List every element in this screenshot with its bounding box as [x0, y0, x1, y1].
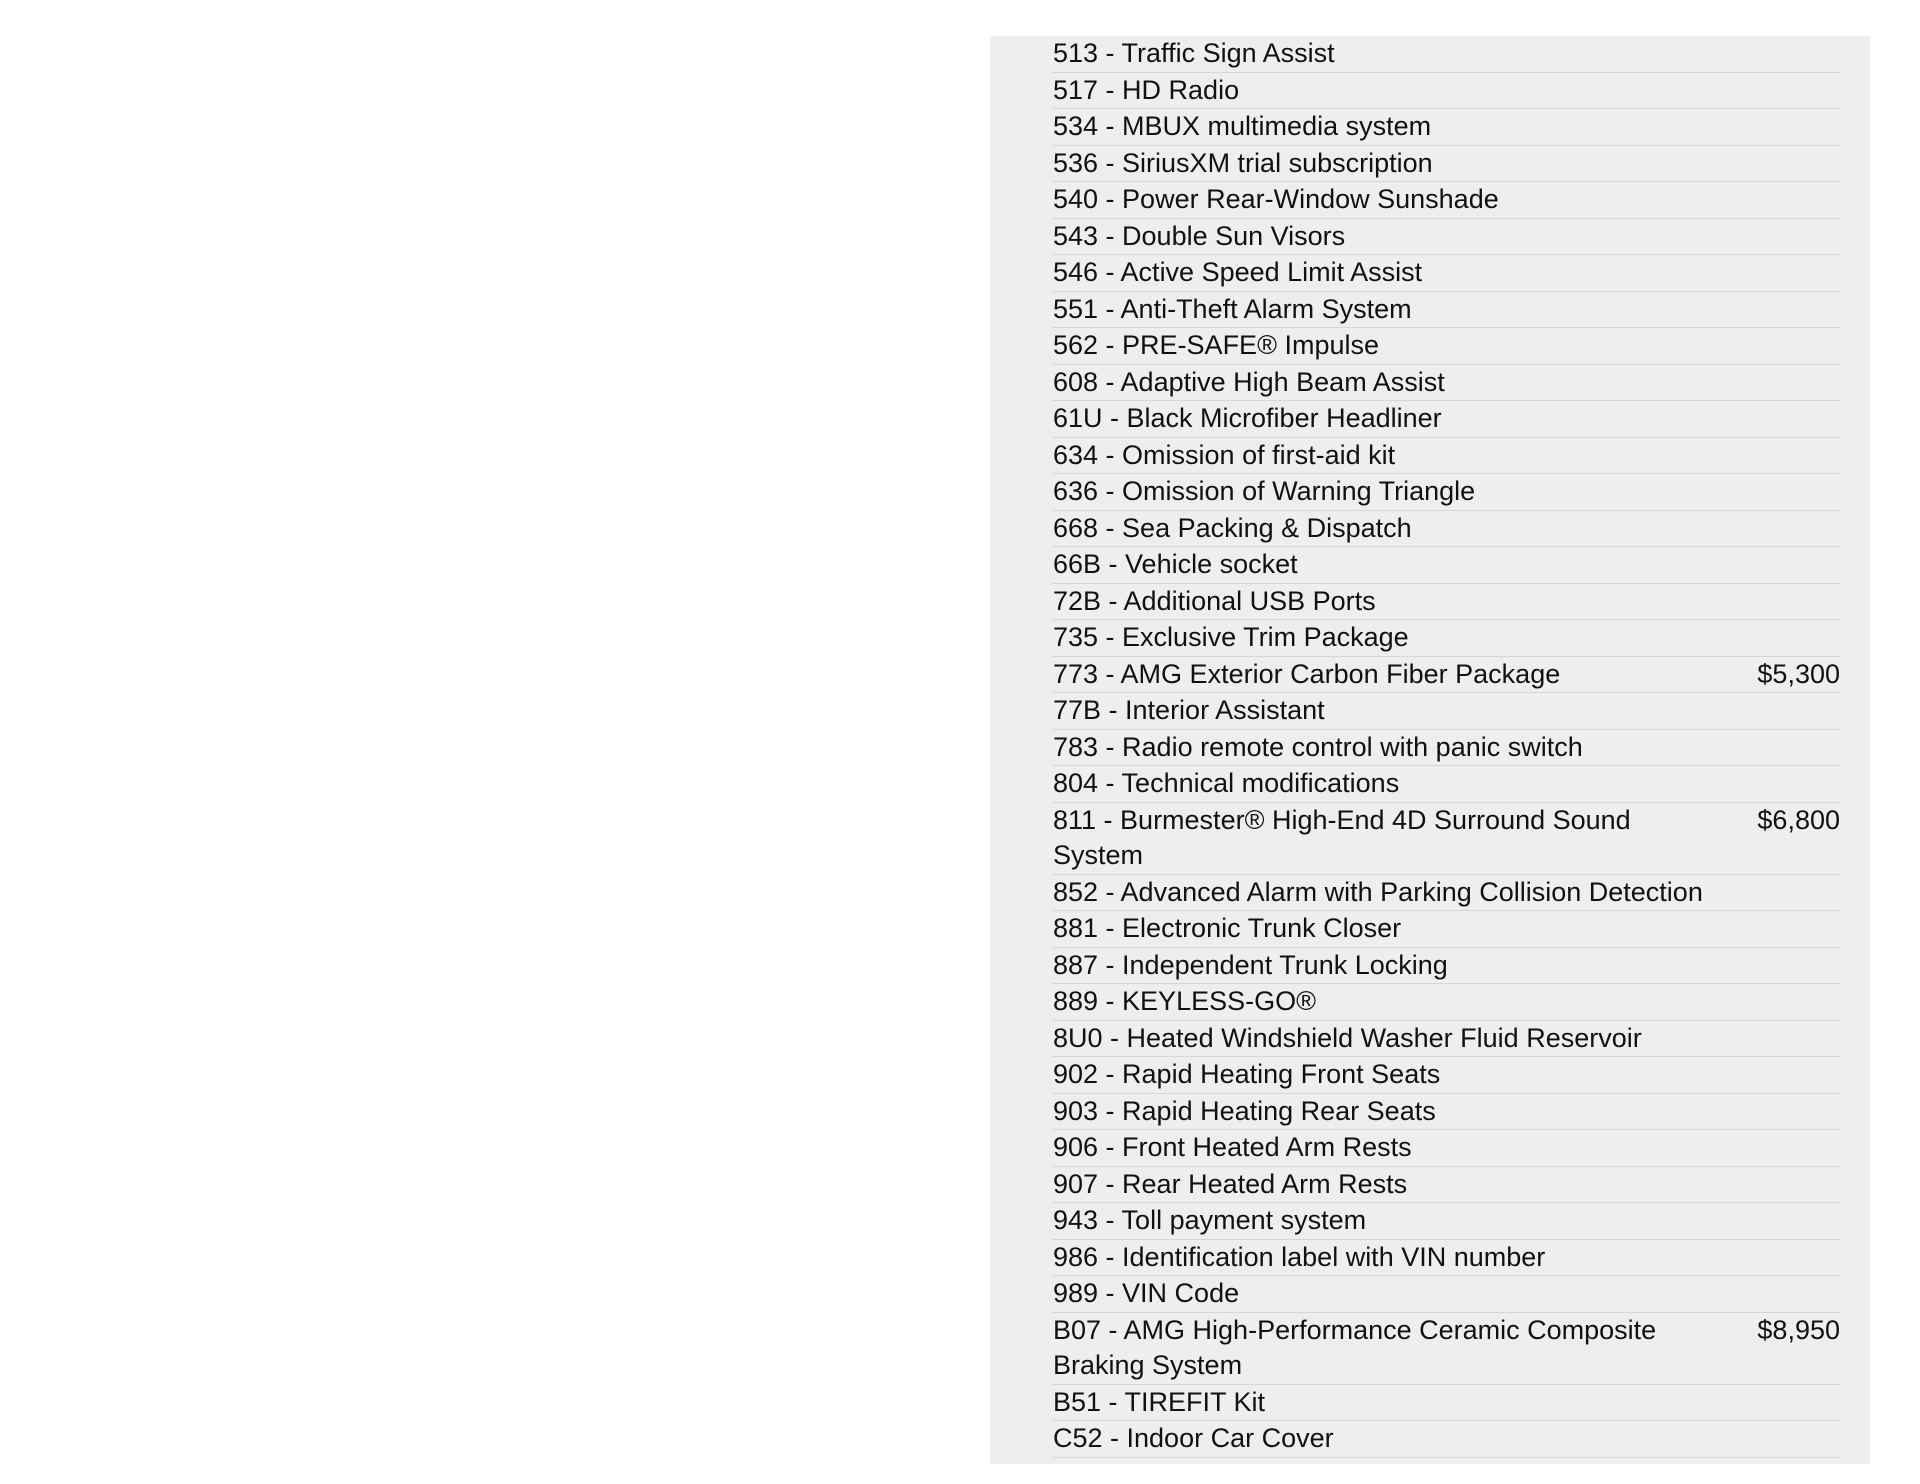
option-row	[1053, 1057, 1840, 1094]
option-row	[1053, 146, 1840, 183]
option-name: 66B - Vehicle socket	[1053, 549, 1298, 579]
option-name: 562 - PRE-SAFE® Impulse	[1053, 330, 1380, 360]
option-row	[1053, 803, 1840, 875]
option-name: 608 - Adaptive High Beam Assist	[1053, 366, 1445, 397]
option-name: 906 - Front Heated Arm Rests	[1053, 1132, 1412, 1162]
option-name: 773 - AMG Exterior Carbon Fiber Package	[1053, 658, 1561, 689]
option-name: 546 - Active Speed Limit Assist	[1053, 257, 1423, 287]
option-name: 811 - Burmester® High-End 4D Surround Sound System	[1053, 804, 1631, 870]
option-name: 540 - Power Rear-Window Sunshade	[1053, 184, 1499, 214]
option-price: $5,300	[1757, 658, 1840, 689]
option-name: 8U0 - Heated Windshield Washer Fluid Reservoir	[1053, 1022, 1642, 1053]
option-row	[1053, 1276, 1840, 1313]
option-name: C52 - Indoor Car Cover	[1053, 1423, 1334, 1453]
option-row	[1053, 730, 1840, 767]
option-name: B51 - TIREFIT Kit	[1053, 1386, 1266, 1417]
option-name: 889 - KEYLESS-GO®	[1053, 986, 1316, 1016]
option-price: $6,800	[1757, 804, 1840, 835]
option-name: 852 - Advanced Alarm with Parking Collision Detection	[1053, 876, 1703, 907]
option-row	[1053, 1421, 1840, 1458]
option-row	[1053, 1385, 1840, 1422]
option-row	[1053, 984, 1840, 1021]
option-row	[1053, 1203, 1840, 1240]
option-name: 881 - Electronic Trunk Closer	[1053, 913, 1402, 943]
option-name: 77B - Interior Assistant	[1053, 695, 1325, 725]
option-name: 903 - Rapid Heating Rear Seats	[1053, 1095, 1436, 1126]
option-row	[1053, 474, 1840, 511]
option-row	[1053, 365, 1840, 402]
option-row	[1053, 328, 1840, 365]
option-name: 543 - Double Sun Visors	[1053, 220, 1346, 251]
option-row	[1053, 875, 1840, 912]
option-row	[1053, 1130, 1840, 1167]
option-name: 907 - Rear Heated Arm Rests	[1053, 1168, 1408, 1199]
option-row	[1053, 1167, 1840, 1204]
option-name: 534 - MBUX multimedia system	[1053, 111, 1432, 141]
option-row	[1053, 584, 1840, 621]
option-row	[1053, 182, 1840, 219]
option-name: 551 - Anti-Theft Alarm System	[1053, 293, 1412, 324]
options-panel	[990, 36, 1870, 1464]
option-name: 668 - Sea Packing & Dispatch	[1053, 512, 1412, 543]
option-row	[1053, 1094, 1840, 1131]
option-name: 634 - Omission of first-aid kit	[1053, 439, 1396, 470]
option-price: $8,950	[1757, 1314, 1840, 1345]
option-row	[1053, 73, 1840, 110]
option-row	[1053, 255, 1840, 292]
option-name: 61U - Black Microfiber Headliner	[1053, 403, 1442, 433]
options-list	[1053, 36, 1840, 1458]
option-row	[1053, 36, 1840, 73]
option-name: 902 - Rapid Heating Front Seats	[1053, 1059, 1441, 1089]
option-name: 943 - Toll payment system	[1053, 1205, 1367, 1235]
option-row	[1053, 766, 1840, 803]
option-row	[1053, 547, 1840, 584]
option-row	[1053, 292, 1840, 329]
option-name: 887 - Independent Trunk Locking	[1053, 949, 1448, 980]
option-row	[1053, 511, 1840, 548]
option-name: 735 - Exclusive Trim Package	[1053, 622, 1409, 652]
option-row	[1053, 620, 1840, 657]
option-row	[1053, 1240, 1840, 1277]
option-name: 513 - Traffic Sign Assist	[1053, 38, 1335, 68]
option-row	[1053, 1313, 1840, 1385]
option-name: 72B - Additional USB Ports	[1053, 585, 1376, 616]
option-name: 636 - Omission of Warning Triangle	[1053, 476, 1476, 506]
option-row	[1053, 693, 1840, 730]
option-name: 986 - Identification label with VIN number	[1053, 1241, 1546, 1272]
option-name: 517 - HD Radio	[1053, 74, 1240, 105]
option-row	[1053, 1021, 1840, 1058]
option-row	[1053, 401, 1840, 438]
option-row	[1053, 948, 1840, 985]
option-name: B07 - AMG High-Performance Ceramic Composite Braking System	[1053, 1314, 1657, 1380]
option-row	[1053, 109, 1840, 146]
option-row	[1053, 911, 1840, 948]
option-name: 536 - SiriusXM trial subscription	[1053, 147, 1433, 178]
option-row	[1053, 438, 1840, 475]
option-row	[1053, 657, 1840, 694]
option-name: 783 - Radio remote control with panic switch	[1053, 731, 1583, 762]
option-name: 989 - VIN Code	[1053, 1278, 1240, 1308]
option-name: 804 - Technical modifications	[1053, 768, 1400, 798]
option-row	[1053, 219, 1840, 256]
